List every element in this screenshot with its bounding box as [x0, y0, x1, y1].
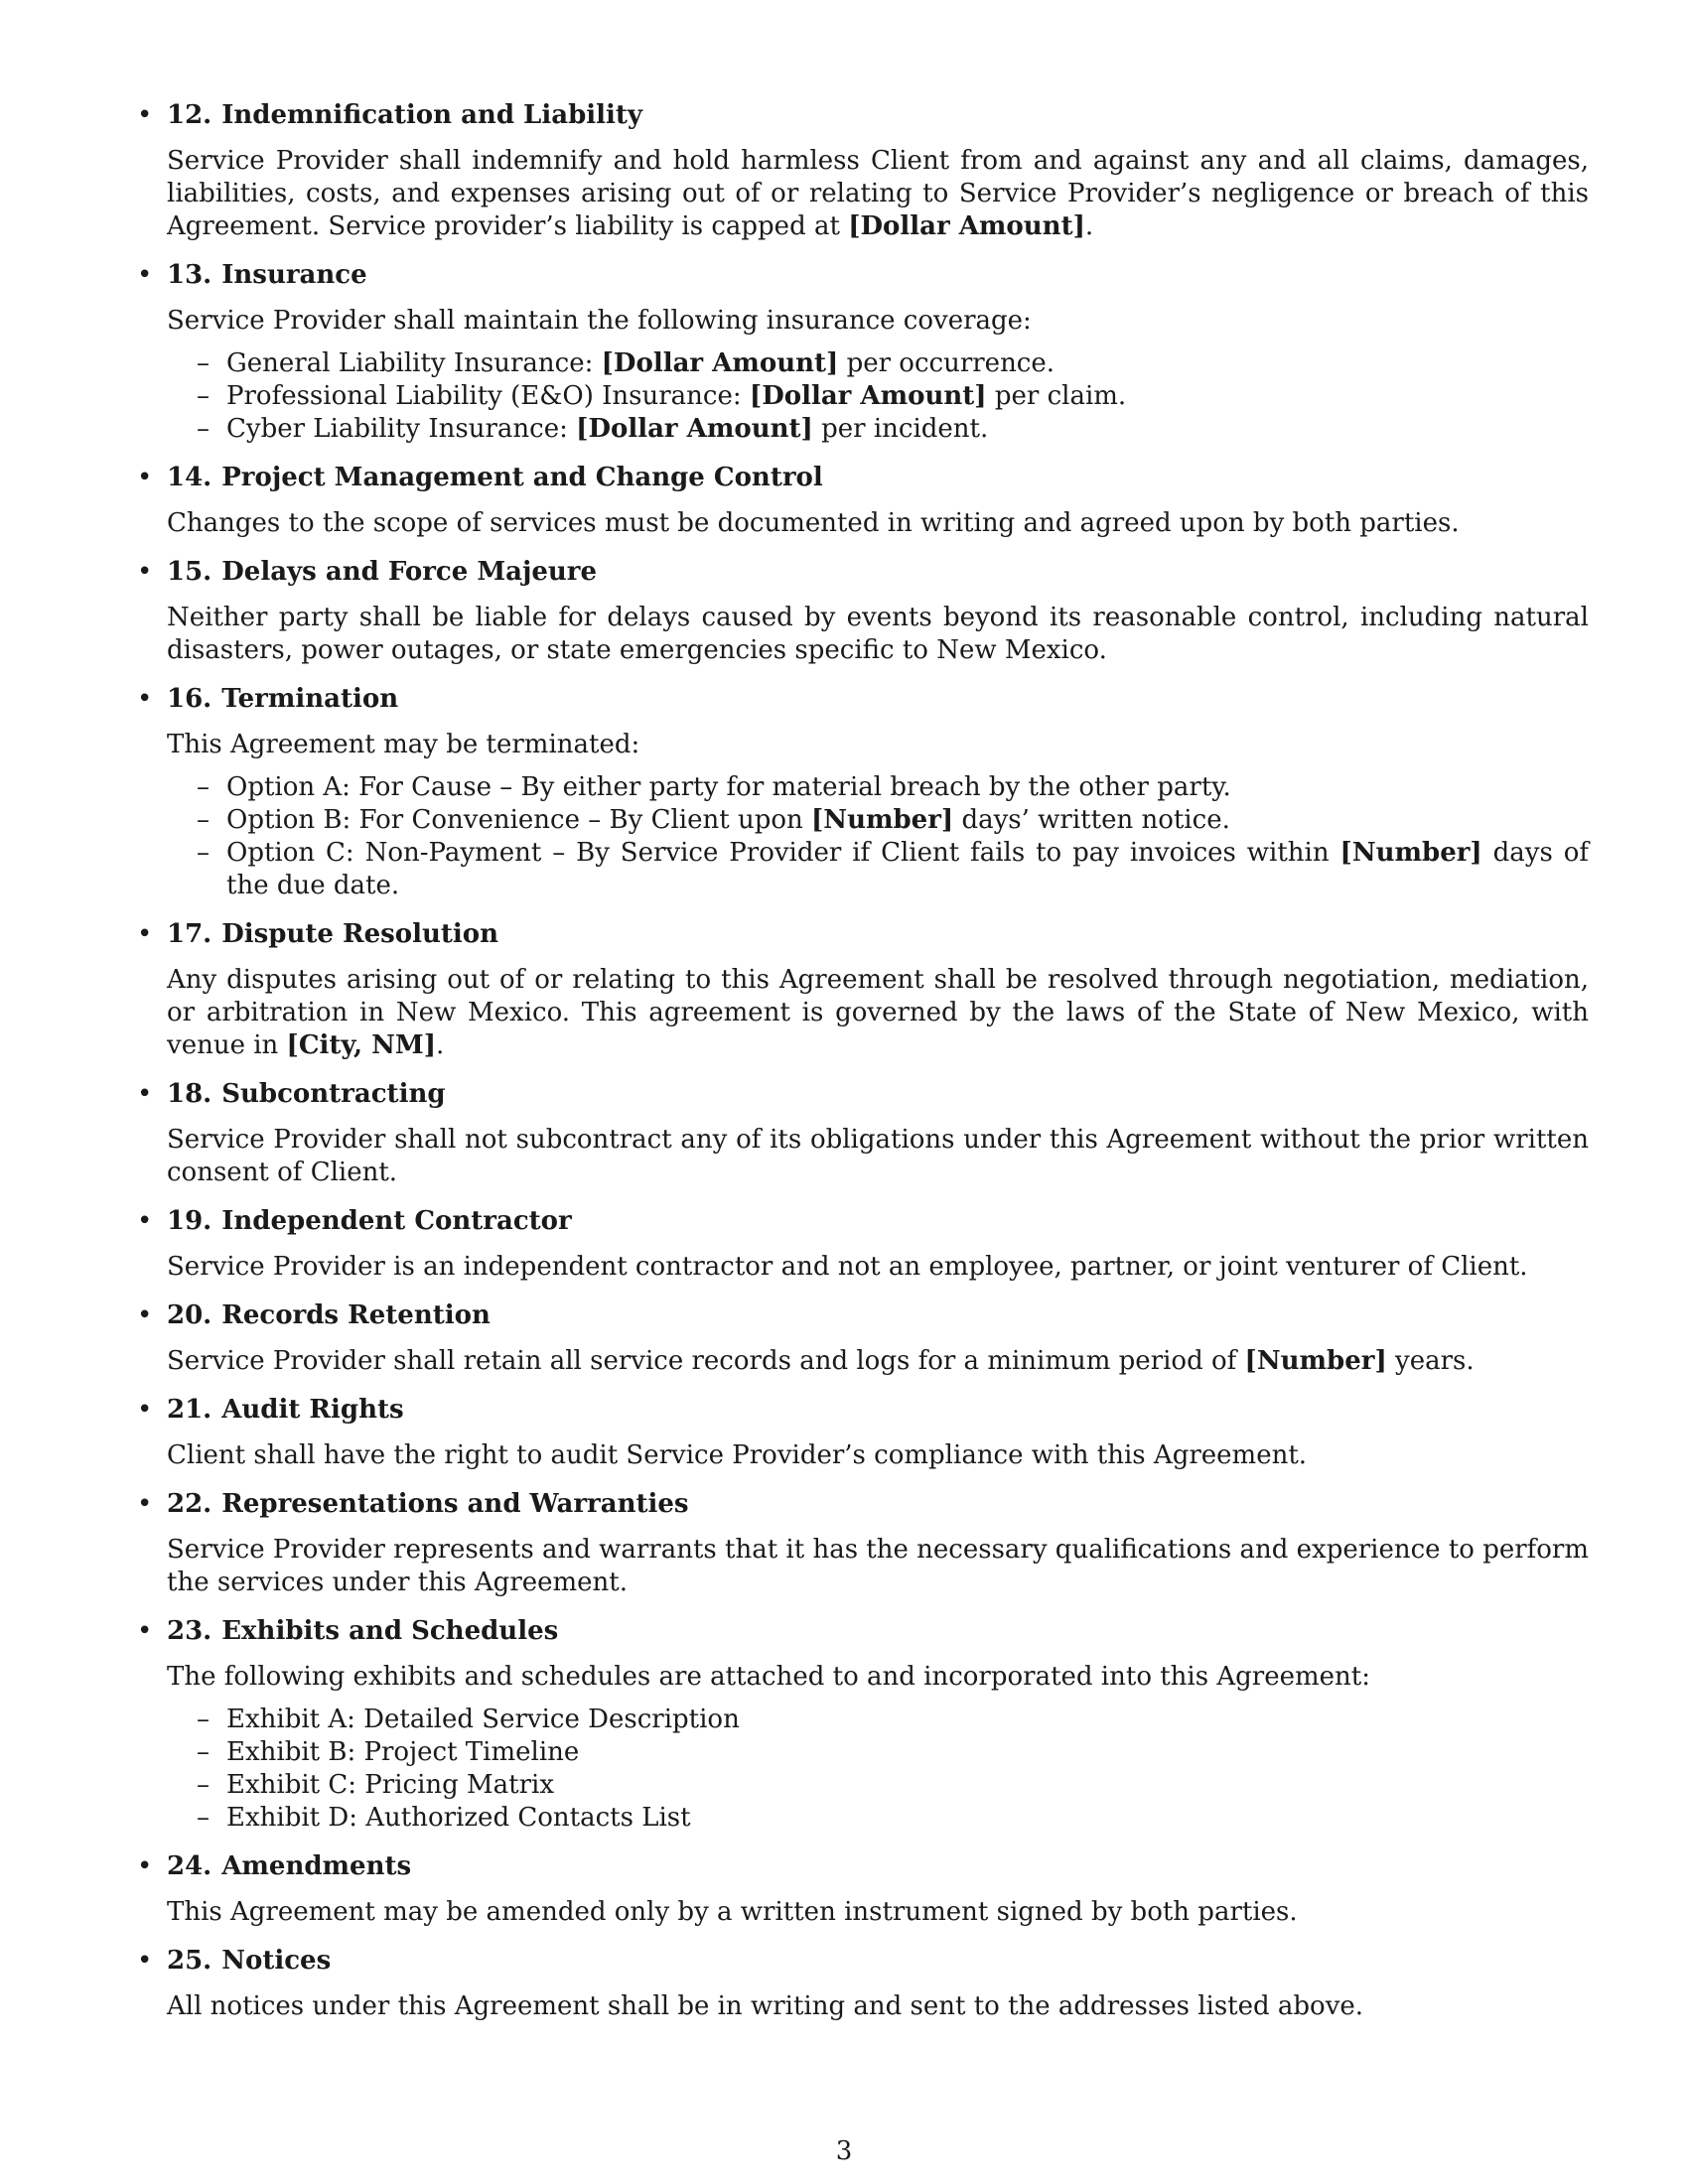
section-termination	[137, 679, 1589, 902]
section-notices	[137, 1941, 1589, 2023]
section-indemnification	[137, 95, 1589, 243]
bullet-icon: •	[137, 684, 153, 714]
section-paragraph: Client shall have the right to audit Service Provider’s compliance with this Agreement.	[167, 1440, 1308, 1470]
placeholder-field: [City, NM]	[286, 1030, 436, 1060]
section-paragraph: All notices under this Agreement shall be in writing and sent to the addresses listed above.	[167, 1991, 1364, 2021]
placeholder-field: [Number]	[1339, 838, 1482, 868]
section-paragraph: Service Provider shall maintain the following insurance coverage:	[167, 306, 1032, 336]
termination-options-list	[167, 771, 1589, 902]
section-independent-contractor	[137, 1201, 1589, 1284]
section-paragraph: Service Provider shall not subcontract any of its obligations under this Agreement without the prior written consent of Client.	[167, 1125, 1589, 1187]
bullet-icon: •	[137, 1395, 153, 1425]
bullet-icon: •	[137, 1079, 153, 1109]
bullet-icon: •	[137, 919, 153, 949]
section-paragraph: Service Provider represents and warrants that it has the necessary qualifications and experience to perform the services under this Agreement.	[167, 1535, 1590, 1597]
section-paragraph: This Agreement may be terminated:	[167, 730, 640, 759]
bullet-icon: •	[137, 1616, 153, 1646]
list-item: – Exhibit A: Detailed Service Description	[197, 1705, 740, 1734]
section-records-retention	[137, 1296, 1589, 1378]
section-amendments	[137, 1846, 1589, 1929]
section-paragraph: Service Provider is an independent contractor and not an employee, partner, or joint venturer of Client.	[167, 1252, 1528, 1282]
list-item: – Exhibit C: Pricing Matrix	[197, 1770, 555, 1800]
section-project-management	[137, 458, 1589, 540]
list-item: – General Liability Insurance: [Dollar Amount] per occurrence.	[197, 348, 1055, 378]
section-heading: 25. Notices	[167, 1946, 332, 1976]
placeholder-field: [Dollar Amount]	[601, 348, 839, 378]
section-paragraph: Any disputes arising out of or relating to this Agreement shall be resolved through negotiation, mediation, or arbitration in New Mexico. This agreement is governed by the laws of the State of New Mexico, with venue in [City, NM].	[167, 965, 1589, 1060]
section-force-majeure	[137, 552, 1589, 667]
placeholder-field: [Dollar Amount]	[576, 414, 813, 444]
placeholder-field: [Number]	[811, 805, 954, 835]
section-heading: 18. Subcontracting	[167, 1079, 446, 1109]
list-item: – Cyber Liability Insurance: [Dollar Amount] per incident.	[197, 414, 989, 444]
bullet-icon: •	[137, 1300, 153, 1330]
bullet-icon: •	[137, 463, 153, 492]
section-heading: 21. Audit Rights	[167, 1395, 404, 1425]
section-paragraph: Changes to the scope of services must be documented in writing and agreed upon by both parties.	[167, 508, 1460, 538]
section-paragraph: The following exhibits and schedules are attached to and incorporated into this Agreement:	[167, 1662, 1370, 1692]
bullet-icon: •	[137, 100, 153, 130]
list-item: – Option C: Non-Payment – By Service Provider if Client fails to pay invoices within [Number] days of the due date.	[197, 838, 1590, 900]
section-heading: 24. Amendments	[167, 1851, 412, 1881]
bullet-icon: •	[137, 1206, 153, 1236]
section-heading: 19. Independent Contractor	[167, 1206, 572, 1236]
bullet-icon: •	[137, 1851, 153, 1881]
exhibits-list	[167, 1704, 1589, 1835]
section-heading: 20. Records Retention	[167, 1300, 491, 1330]
section-paragraph: Neither party shall be liable for delays caused by events beyond its reasonable control, including natural disasters, power outages, or state emergencies specific to New Mexico.	[167, 603, 1589, 665]
insurance-list	[167, 347, 1589, 446]
section-heading: 16. Termination	[167, 684, 399, 714]
section-heading: 13. Insurance	[167, 260, 367, 290]
section-heading: 14. Project Management and Change Control	[167, 463, 823, 492]
section-heading: 17. Dispute Resolution	[167, 919, 499, 949]
section-heading: 23. Exhibits and Schedules	[167, 1616, 559, 1646]
page-number: 3	[835, 2136, 853, 2166]
section-paragraph: Service Provider shall retain all service records and logs for a minimum period of [Number] years.	[167, 1346, 1475, 1376]
list-item: – Exhibit D: Authorized Contacts List	[197, 1803, 691, 1833]
bullet-icon: •	[137, 1946, 153, 1976]
section-audit-rights	[137, 1390, 1589, 1472]
bullet-icon: •	[137, 260, 153, 290]
section-heading: 22. Representations and Warranties	[167, 1489, 689, 1519]
section-exhibits	[137, 1611, 1589, 1835]
section-paragraph: Service Provider shall indemnify and hold harmless Client from and against any and all claims, damages, liabilities, costs, and expenses arising out of or relating to Service Provider’s negligence or breach of this Agreement. Service provider’s liability is capped at [Dollar Amount].	[167, 146, 1589, 241]
list-item: – Option B: For Convenience – By Client upon [Number] days’ written notice.	[197, 805, 1230, 835]
section-insurance	[137, 255, 1589, 446]
section-heading: 15. Delays and Force Majeure	[167, 557, 598, 587]
placeholder-field: [Number]	[1244, 1346, 1387, 1376]
bullet-icon: •	[137, 557, 153, 587]
section-paragraph: This Agreement may be amended only by a written instrument signed by both parties.	[167, 1897, 1298, 1927]
list-item: – Professional Liability (E&O) Insurance: [Dollar Amount] per claim.	[197, 381, 1127, 411]
list-item: – Option A: For Cause – By either party for material breach by the other party.	[197, 772, 1231, 802]
placeholder-field: [Dollar Amount]	[749, 381, 987, 411]
placeholder-field: [Dollar Amount]	[848, 211, 1085, 241]
section-dispute-resolution	[137, 914, 1589, 1062]
section-subcontracting	[137, 1074, 1589, 1189]
bullet-icon: •	[137, 1489, 153, 1519]
document-body	[137, 95, 1589, 2035]
list-item: – Exhibit B: Project Timeline	[197, 1737, 580, 1767]
section-heading: 12. Indemnification and Liability	[167, 100, 642, 130]
section-representations	[137, 1484, 1589, 1599]
